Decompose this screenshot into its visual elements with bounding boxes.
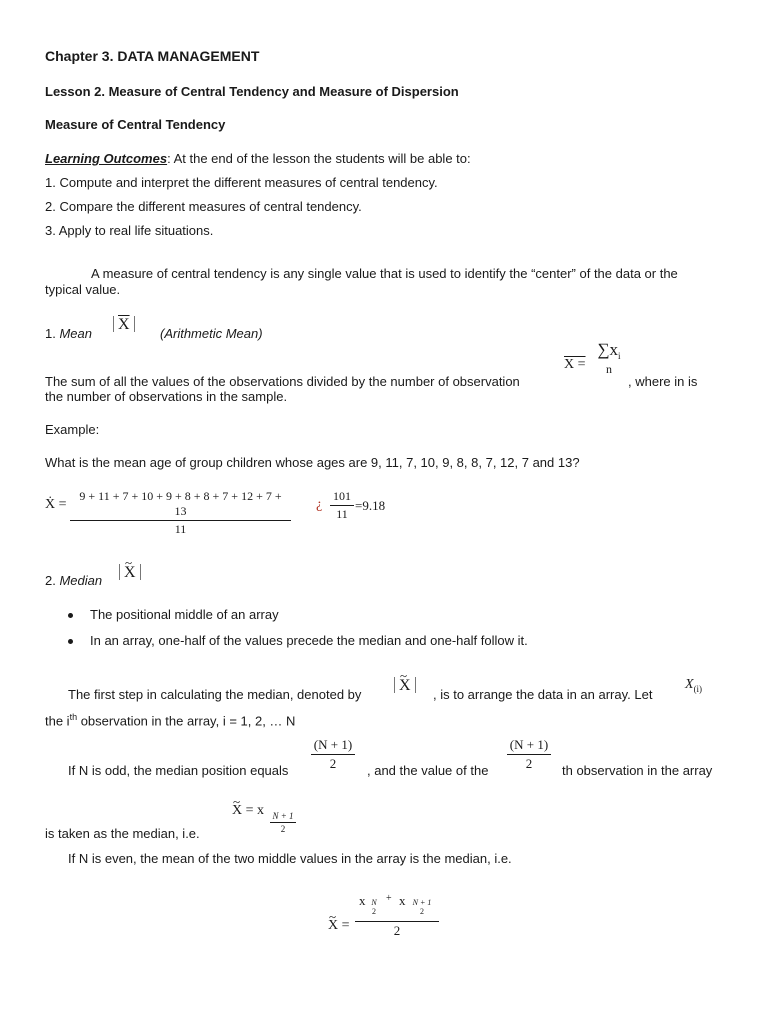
mean-symbol: $\overline{X}$	[113, 316, 135, 334]
chapter-title: Chapter 3. DATA MANAGEMENT	[45, 48, 260, 64]
learning-outcomes-text: : At the end of the lesson the students will be able to:	[167, 151, 471, 166]
example-label: Example:	[45, 422, 100, 437]
mean-number: 1.	[45, 326, 56, 341]
odd-text3: th observation in the array	[562, 763, 713, 778]
median-bullet-2: In an array, one-half of the values precede the median and one-half follow it.	[90, 633, 528, 648]
mean-heading	[45, 326, 92, 341]
example-question: What is the mean age of group children whose ages are 9, 11, 7, 10, 9, 8, 8, 7, 12, 7 and 13?	[45, 455, 580, 470]
calc-fraction: 9 + 11 + 7 + 10 + 9 + 8 + 8 + 7 + 12 + 7 + 13 11	[70, 489, 291, 537]
even-text: If N is even, the mean of the two middle values in the array is the median, i.e.	[68, 851, 512, 866]
odd-fraction-1: (N + 1) 2	[311, 737, 355, 772]
median-number: 2.	[45, 573, 56, 588]
median-line-a: the $i^{th}$ observation in the array, i = 1, 2, … N	[45, 712, 296, 729]
calc-lhs: Ẋ =	[45, 497, 67, 512]
lesson-title: Lesson 2. Measure of Central Tendency and Measure of Dispersion	[45, 84, 459, 99]
mean-definition-line1: The sum of all the values of the observations divided by the number of observation	[45, 374, 520, 389]
even-fraction: x N 2 + x N + 1 2 2	[355, 893, 439, 939]
median-heading	[45, 573, 102, 588]
mean-title: Mean	[59, 326, 92, 341]
mean-formula-lhs: X =	[564, 357, 586, 372]
odd-fraction-2: (N + 1) 2	[507, 737, 551, 772]
median-bullet-1: The positional middle of an array	[90, 607, 279, 622]
calc-mark: ¿	[316, 497, 323, 512]
median-symbol: ~ X	[119, 564, 141, 582]
even-lhs: ~ X =	[328, 918, 350, 934]
odd-text1: If N is odd, the median position equals	[68, 763, 289, 778]
learning-outcomes-intro	[45, 151, 471, 166]
taken-text: is taken as the median, i.e.	[45, 826, 200, 841]
mean-formula-fraction: $\sum x_i$ n	[597, 340, 621, 376]
mean-subtitle: (Arithmetic Mean)	[160, 326, 263, 341]
median-xi-symbol: $X_{(i)}$	[685, 677, 703, 694]
intro-paragraph-line2: typical value.	[45, 282, 121, 297]
median-step-text1: The first step in calculating the median, denoted by	[68, 687, 362, 702]
mean-definition-line2: the number of observations in the sample.	[45, 389, 288, 404]
section-title: Measure of Central Tendency	[45, 117, 226, 132]
calc-fraction-2: 101 11	[330, 489, 354, 522]
median-title: Median	[59, 573, 103, 588]
mean-definition-where: , where in is	[628, 374, 698, 389]
calc-result: =9.18	[355, 498, 386, 513]
outcome-item-3: 3. Apply to real life situations.	[45, 223, 214, 238]
odd-text2: , and the value of the	[367, 763, 489, 778]
median-step-symbol: ~ X	[394, 677, 416, 695]
taken-subscript: N + 1 2	[270, 811, 296, 834]
bullet-dot	[68, 639, 73, 644]
bullet-dot	[68, 613, 73, 618]
taken-formula: ~ X = x	[232, 803, 264, 819]
outcome-item-2: 2. Compare the different measures of central tendency.	[45, 199, 362, 214]
intro-paragraph-line1: A measure of central tendency is any single value that is used to identify the “center” of the data or the	[91, 266, 678, 281]
median-step-text2: , is to arrange the data in an array. Let	[433, 687, 653, 702]
learning-outcomes-label: Learning Outcomes	[45, 151, 168, 166]
outcome-item-1: 1. Compute and interpret the different measures of central tendency.	[45, 175, 438, 190]
